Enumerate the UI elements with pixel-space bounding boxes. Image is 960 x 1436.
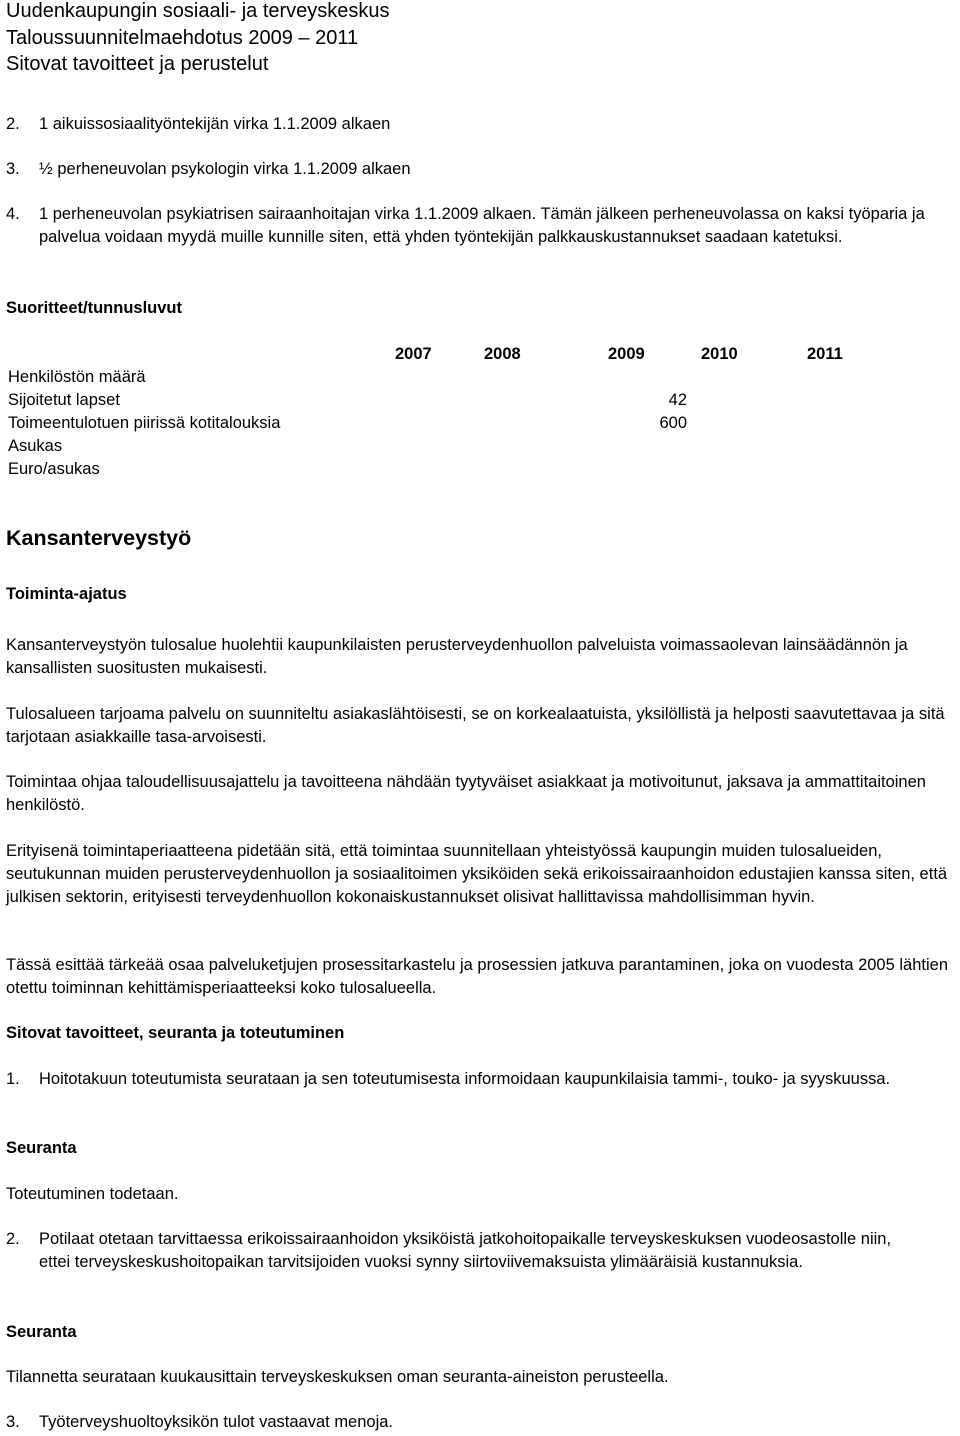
goal-item (6, 1411, 960, 1434)
seuranta-heading: Seuranta (6, 1139, 77, 1157)
list-item (6, 158, 960, 181)
year-header-2007: 2007 (395, 345, 432, 363)
list-item-text: 1 aikuissosiaalityöntekijän virka 1.1.2009 alkaen (39, 115, 391, 133)
paragraph: Erityisenä toimintaperiaatteena pidetään sitä, että toimintaa suunnitellaan yhteistyössä kaupungin muiden tulosalueiden, seutukunnan muiden perusterveydenhuollon ja sosiaalitoimen yksiköiden sekä erikoissairaanhoidon edustajien kanssa siten, että julkisen sektorin, erityisesti terveydenhuollon kokonaiskustannukset olisivat hallittavissa mahdollisimman hyvin. (6, 842, 948, 906)
goal-number: 2. (6, 1230, 20, 1248)
paragraph: Toimintaa ohjaa taloudellisuusajattelu ja tavoitteena nähdään tyytyväiset asiakkaat ja motivoitunut, jaksava ja ammattitaitoinen henkilöstö. (6, 773, 926, 814)
header-organization: Uudenkaupungin sosiaali- ja terveyskeskus (6, 0, 390, 22)
table-row-label: Henkilöstön määrä (8, 368, 146, 386)
table-row-label: Toimeentulotuen piirissä kotitalouksia (8, 414, 281, 432)
list-item (6, 203, 960, 249)
list-item-text: ½ perheneuvolan psykologin virka 1.1.2009 alkaen (39, 160, 411, 178)
table-row-label: Asukas (8, 437, 63, 455)
subsection-heading: Sitovat tavoitteet, seuranta ja toteutuminen (6, 1024, 345, 1042)
subsection-heading: Toiminta-ajatus (6, 585, 127, 603)
document-header (6, 0, 390, 78)
list-item (6, 113, 960, 136)
paragraph: Tulosalueen tarjoama palvelu on suunniteltu asiakaslähtöisesti, se on korkealaatuista, yksilöllistä ja helposti saavutettavaa ja sitä tarjotaan asiakkaille tasa-arvoisesti. (6, 705, 945, 746)
seuranta-text: Tilannetta seurataan kuukausittain terveyskeskuksen oman seuranta-aineiston perusteella. (6, 1368, 669, 1386)
table-row-label: Euro/asukas (8, 460, 100, 478)
goal-item (6, 1068, 960, 1091)
goal-number: 1. (6, 1070, 20, 1088)
list-item-text: 1 perheneuvolan psykiatrisen sairaanhoitajan virka 1.1.2009 alkaen. Tämän jälkeen perheneuvolassa on kaksi työparia ja palvelua voidaan myydä muille kunnille siten, että yhden työntekijän palkkauskustannukset saadaan katetuksi. (39, 205, 925, 246)
table-cell-value: 42 (668, 391, 687, 409)
paragraph: Kansanterveystyön tulosalue huolehtii kaupunkilaisten perusterveydenhuollon palveluista voimassaolevan lainsäädännön ja kansallisten suositusten mukaisesti. (6, 636, 908, 677)
section-heading: Kansanterveystyö (6, 526, 192, 550)
header-section-title: Sitovat tavoitteet ja perustelut (6, 53, 269, 75)
seuranta-heading: Seuranta (6, 1323, 77, 1341)
table-cell-value: 600 (659, 414, 687, 432)
goal-text: Hoitotakuun toteutumista seurataan ja sen toteutumisesta informoidaan kaupunkilaisia tammi-, touko- ja syyskuussa. (39, 1070, 891, 1088)
seuranta-text: Toteutuminen todetaan. (6, 1185, 179, 1203)
list-item-number: 2. (6, 115, 20, 133)
suoritteet-title: Suoritteet/tunnusluvut (6, 299, 182, 317)
header-document-title: Taloussuunnitelmaehdotus 2009 – 2011 (6, 26, 359, 49)
list-item-number: 4. (6, 205, 20, 223)
list-item-number: 3. (6, 160, 20, 178)
year-header-2010: 2010 (701, 345, 738, 363)
goal-text: Potilaat otetaan tarvittaessa erikoissairaanhoidon yksiköistä jatkohoitopaikalle terveyskeskuksen vuodeosastolle niin, ettei terveyskeskushoitopaikan tarvitsijoiden vuoksi synny siirtoviivemaksuista ylimääräisiä kustannuksia. (39, 1230, 892, 1271)
table-row-label: Sijoitetut lapset (8, 391, 120, 409)
goal-number: 3. (6, 1413, 20, 1431)
year-header-2008: 2008 (484, 345, 521, 363)
goal-item (6, 1228, 960, 1274)
year-header-2011: 2011 (807, 345, 843, 363)
paragraph: Tässä esittää tärkeää osaa palveluketjujen prosessitarkastelu ja prosessien jatkuva parantaminen, joka on vuodesta 2005 lähtien otettu toiminnan kehittämisperiaatteeksi koko tulosalueella. (6, 956, 948, 997)
year-header-2009: 2009 (608, 345, 645, 363)
goal-text: Työterveyshuoltoyksikön tulot vastaavat menoja. (39, 1413, 394, 1431)
